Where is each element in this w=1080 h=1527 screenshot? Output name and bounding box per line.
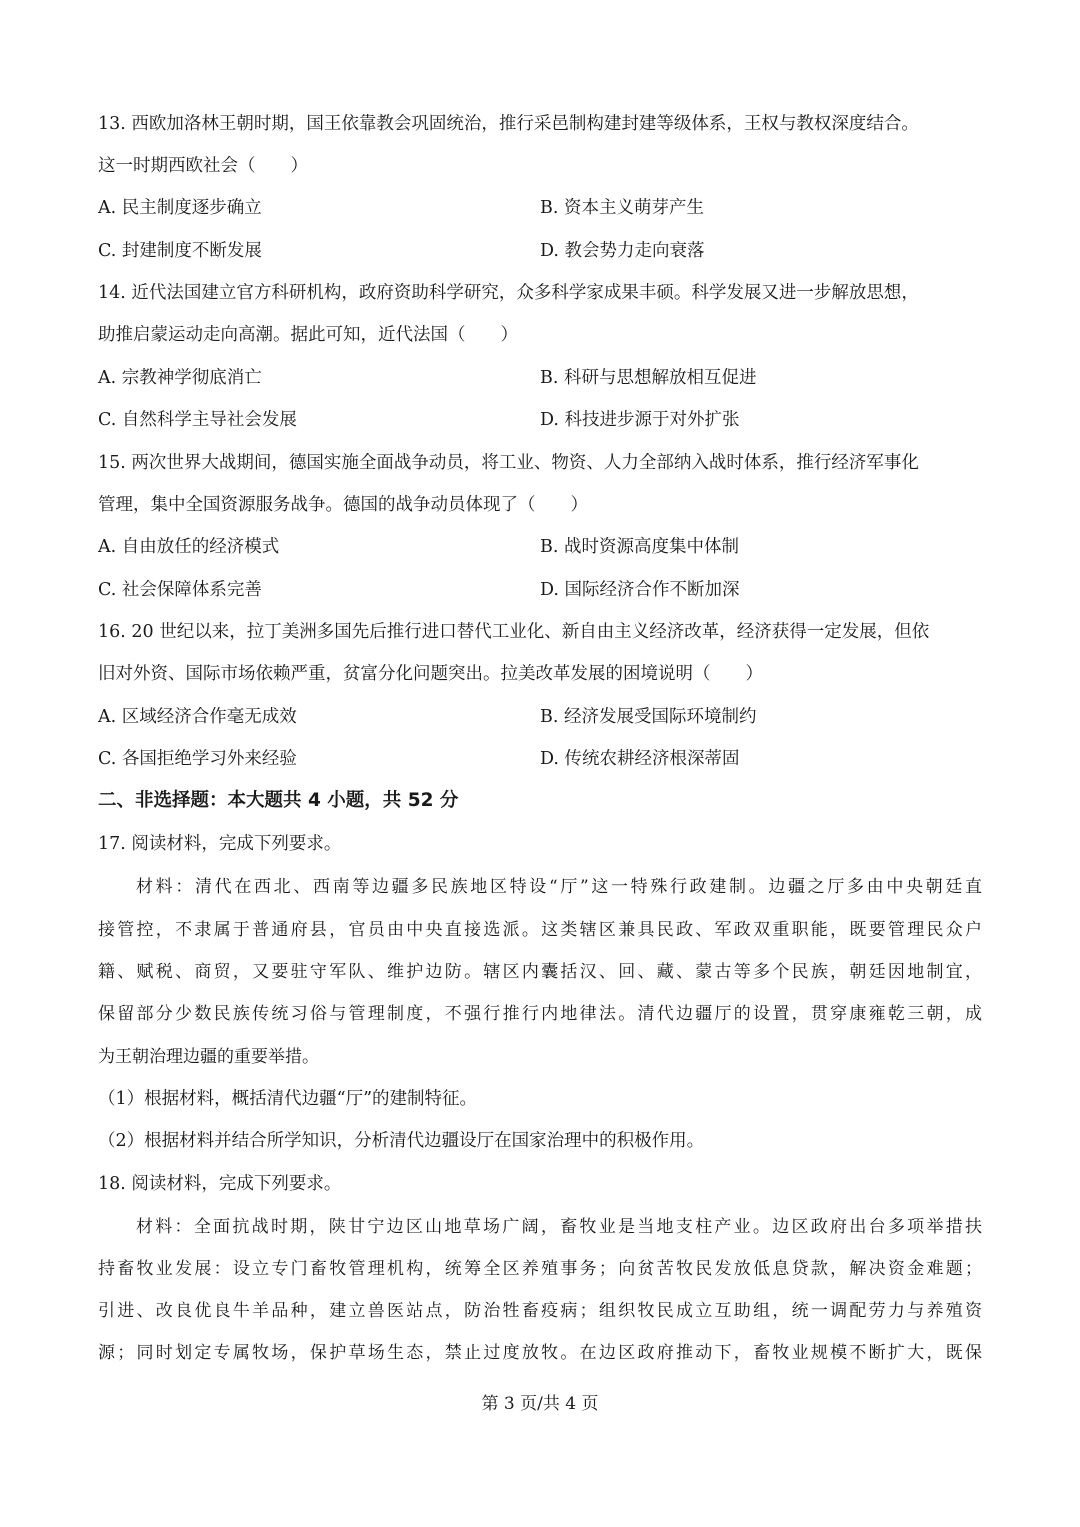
question-16-stem-line1: 16. 20 世纪以来，拉丁美洲多国先后推行进口替代工业化、新自由主义经济改革，经济获得一定发展，但依: [98, 622, 930, 642]
question-13-option-a: A. 民主制度逐步确立: [98, 198, 262, 218]
question-15-option-b: B. 战时资源高度集中体制: [540, 537, 739, 557]
question-17-material-line: 保留部分少数民族传统习俗与管理制度，不强行推行内地律法。清代边疆厅的设置，贯穿康雍乾三朝，成: [98, 1004, 982, 1024]
question-14-option-c: C. 自然科学主导社会发展: [98, 410, 297, 430]
question-17-sub-2: （2）根据材料并结合所学知识，分析清代边疆设厅在国家治理中的积极作用。: [98, 1131, 705, 1151]
question-17-material-line: 材料：清代在西北、西南等边疆多民族地区特设“厅”这一特殊行政建制。边疆之厅多由中央朝廷直: [136, 877, 982, 897]
question-15-option-d: D. 国际经济合作不断加深: [540, 580, 740, 600]
question-17-intro: 17. 阅读材料，完成下列要求。: [98, 834, 342, 854]
section-2-title: 二、非选择题：本大题共 4 小题，共 52 分: [98, 790, 459, 811]
question-18-material-line: 持畜牧业发展：设立专门畜牧管理机构，统筹全区养殖事务；向贫苦牧民发放低息贷款，解决资金难题；: [98, 1259, 982, 1279]
question-16-option-a: A. 区域经济合作毫无成效: [98, 707, 297, 727]
question-16-option-c: C. 各国拒绝学习外来经验: [98, 749, 297, 769]
question-15-stem-line2: 管理，集中全国资源服务战争。德国的战争动员体现了（ ）: [98, 495, 588, 515]
question-17-material-line: 接管控，不隶属于普通府县，官员由中央直接选派。这类辖区兼具民政、军政双重职能，既要管理民众户: [98, 920, 982, 940]
question-13-stem-line1: 13. 西欧加洛林王朝时期，国王依靠教会巩固统治，推行采邑制构建封建等级体系，王权与教权深度结合。: [98, 114, 919, 134]
question-13-option-b: B. 资本主义萌芽产生: [540, 198, 704, 218]
page-number: 第 3 页/共 4 页: [481, 1394, 599, 1414]
question-16-option-b: B. 经济发展受国际环境制约: [540, 707, 757, 727]
question-15-stem-line1: 15. 两次世界大战期间，德国实施全面战争动员，将工业、物资、人力全部纳入战时体系，推行经济军事化: [98, 453, 919, 473]
question-13-stem-line2: 这一时期西欧社会（ ）: [98, 156, 308, 176]
question-14-option-d: D. 科技进步源于对外扩张: [540, 410, 740, 430]
question-16-option-d: D. 传统农耕经济根深蒂固: [540, 749, 740, 769]
question-13-option-d: D. 教会势力走向衰落: [540, 241, 705, 261]
question-15-option-c: C. 社会保障体系完善: [98, 580, 262, 600]
question-16-stem-line2: 旧对外资、国际市场依赖严重，贫富分化问题突出。拉美改革发展的困境说明（ ）: [98, 664, 763, 684]
question-18-material-line: 源；同时划定专属牧场，保护草场生态，禁止过度放牧。在边区政府推动下，畜牧业规模不断扩大，既保: [98, 1343, 982, 1363]
question-17-material-line: 籍、赋税、商贸，又要驻守军队、维护边防。辖区内囊括汉、回、藏、蒙古等多个民族，朝廷因地制宜，: [98, 962, 982, 982]
question-14-stem-line2: 助推启蒙运动走向高潮。据此可知，近代法国（ ）: [98, 325, 518, 345]
question-14-option-a: A. 宗教神学彻底消亡: [98, 368, 262, 388]
question-13-option-c: C. 封建制度不断发展: [98, 241, 262, 261]
question-18-intro: 18. 阅读材料，完成下列要求。: [98, 1174, 342, 1194]
question-18-material-line: 引进、改良优良牛羊品种，建立兽医站点，防治牲畜疫病；组织牧民成立互助组，统一调配劳力与养殖资: [98, 1301, 982, 1321]
question-18-material-line: 材料：全面抗战时期，陕甘宁边区山地草场广阔，畜牧业是当地支柱产业。边区政府出台多项举措扶: [136, 1217, 982, 1237]
question-14-option-b: B. 科研与思想解放相互促进: [540, 368, 757, 388]
question-15-option-a: A. 自由放任的经济模式: [98, 537, 280, 557]
question-17-material-line: 为王朝治理边疆的重要举措。: [98, 1047, 319, 1067]
question-17-sub-1: （1）根据材料，概括清代边疆“厅”的建制特征。: [98, 1089, 478, 1109]
question-14-stem-line1: 14. 近代法国建立官方科研机构，政府资助科学研究，众多科学家成果丰硕。科学发展又进一步解放思想，: [98, 283, 919, 303]
